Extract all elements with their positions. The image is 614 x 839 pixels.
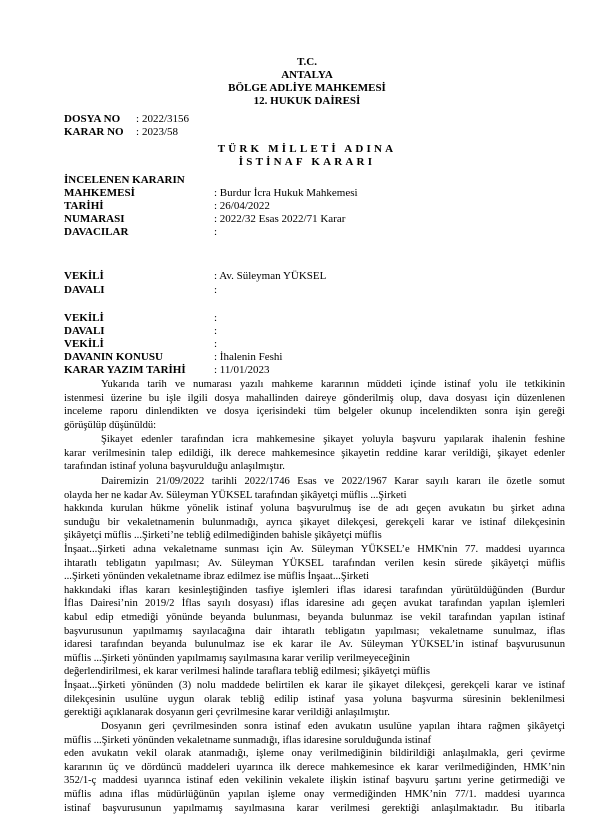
paragraph-3 — [64, 475, 565, 720]
text-line: olayda her ne kadar Av. Süleyman YÜKSEL tarafından şikâyetçi müflis ...Şirketi — [64, 489, 407, 501]
paragraph-1 — [64, 378, 565, 432]
text-line: başvurusunun yapılmamış sayılacağına dair ihtaratlı tebligatın yapılması; vekaletname sunulmaz, iflas — [64, 625, 565, 637]
text-line: kararının üç ve dördüncü maddeleri uyarınca ilk derece mahkemesince ek karar verilmediğinden, HMK’nin — [64, 761, 565, 773]
text-line: dilekçesinin usulüne uygun olarak tebliğ edilip istinaf yasa yoluna başvurma süresinin beklenilmesi — [64, 693, 565, 705]
text-line: müflis ...Şirketi yönünden yapılmamış sayılmasına karar verilip verilmeyeceğinin — [64, 652, 410, 664]
karar-no-sep: : — [136, 126, 140, 138]
text-line: görüşülüp düşünüldü: — [64, 419, 157, 431]
text-line: istinaf başvurusunun yapılmamış sayılmasına karar verilmesi gerektiği anlaşılmaktadır. Bu itibarla — [64, 802, 565, 814]
field-label: DAVALI — [64, 325, 105, 337]
karar-no-value: 2023/58 — [142, 126, 179, 138]
paragraph-4 — [64, 720, 565, 815]
field-label: DAVALI — [64, 284, 105, 296]
text-line: Şikayet edenler tarafından icra mahkemesine şikayet yoluyla başvuru yapılarak ihalenin feshine — [101, 434, 565, 445]
text-line: eden avukatın vekil olarak atanmadığı, işleme onay verilmediğinin bildirildiği anlaşılmakla, geri çevirme — [64, 748, 565, 760]
title-line-1: TÜRK MİLLETİ ADINA — [217, 143, 397, 155]
field-label: MAHKEMESİ — [64, 187, 135, 199]
text-line: istenmesi üzerine bu işle ilgili dosya mahallinden daireye gönderilmiş olup, dava dosyası için düzenlenen — [64, 392, 565, 404]
paragraph-2 — [64, 433, 565, 474]
dosya-no-value: 2022/3156 — [142, 113, 190, 125]
text-line: müflis ...Şirketi yönünden vekaletname sunmadığı, iflas idaresine sorulduğunda istinaf — [64, 734, 432, 746]
text-line: gerektiği açıklanarak dosyanın geri çevrilmesine karar verildiği anlaşılmıştır. — [64, 707, 390, 719]
field-label: NUMARASI — [64, 213, 125, 225]
field-value: : — [214, 312, 218, 324]
field-value: : 26/04/2022 — [214, 200, 270, 212]
field-value: : — [214, 284, 218, 296]
karar-no-label: KARAR NO — [64, 126, 124, 138]
text-line: Yukarıda tarih ve numarası yazılı mahkeme kararının müddeti içinde istinaf yolu ile tetkikinin — [101, 379, 565, 390]
header-chamber: 12. HUKUK DAİRESİ — [253, 95, 361, 107]
field-value: : Burdur İcra Hukuk Mahkemesi — [214, 187, 358, 199]
text-line: şikâyetçi müflis ...Şirketi’ne tebliğ edilmediğinden bahisle şikâyetçi müflis — [64, 530, 382, 542]
field-value: : — [214, 325, 218, 337]
field-value: : — [214, 338, 218, 350]
header-court: BÖLGE ADLİYE MAHKEMESİ — [228, 82, 386, 94]
text-line: Dosyanın geri çevrilmesinden sonra istinaf eden avukatın usulüne yapılan ihtara rağmen şikâyetçi — [101, 721, 565, 732]
text-line: tarafından istinaf yoluna başvurulduğu anlaşılmıştır. — [64, 461, 285, 473]
header-tc: T.C. — [297, 56, 317, 68]
dosya-no-sep: : — [136, 113, 140, 125]
field-label: VEKİLİ — [64, 338, 104, 350]
text-line: karar verilmesinin talep edildiği, ilk derece mahkemesince şikayetin reddine karar verildiği, şikayet edenler — [64, 447, 565, 459]
title-line-2: İSTİNAF KARARI — [238, 156, 376, 168]
field-value: : 11/01/2023 — [214, 364, 270, 376]
text-line: Dairemizin 21/09/2022 tarihli 2022/1746 Esas ve 2022/1967 Karar sayılı kararı ile özetle somut — [101, 476, 565, 487]
dosya-no-label: DOSYA NO — [64, 113, 121, 125]
header-city: ANTALYA — [281, 69, 333, 81]
text-line: değerlendirilmesi, ek karar verilmesi halinde taraflara tebliğ edilmesi; şikâyetçi müflis — [64, 666, 430, 678]
field-value: : İhalenin Feshi — [214, 351, 283, 363]
field-label: DAVANIN KONUSU — [64, 351, 163, 363]
field-label: VEKİLİ — [64, 312, 104, 324]
text-line: İnşaat...Şirketi yönünden (3) nolu maddede belirtilen ek karar ile şikayet dilekçesi, gerekçeli karar ve istinaf — [64, 679, 565, 691]
field-label: TARİHİ — [64, 200, 104, 212]
text-line: idaresi tarafından beyanda bulunulmaz ise ek karar ile Av. Süleyman YÜKSEL’in istinaf başvurusunun — [64, 639, 565, 651]
text-line: müflis adına iflas müdürlüğünün yapılan işleme onay vermediğinden HMK’nin 77/1. maddesi uyarınca — [64, 788, 565, 800]
text-line: İnşaat...Şirketi adına vekaletname sunması için Av. Süleyman YÜKSEL’e HMK'nin 77. maddesi uyarınca — [64, 543, 565, 555]
text-line: inceleme raporu dinlendikten ve dosya içerisindeki tüm belgeler okunup incelendikten sonra işin gereği — [64, 406, 565, 418]
field-label: İNCELENEN KARARIN — [64, 174, 185, 186]
text-line: 352/1-ç maddesi uyarınca istinaf eden vekilinin vekalete ilişkin istinaf başvuru şartını yerine getirmediği ve — [64, 775, 565, 787]
text-line: hakkındaki iflas kararı kesinleştiğinden tasfiye işlemleri iflas idaresi tarafından yürütüldüğünden (Burdur — [64, 584, 565, 596]
field-label: DAVACILAR — [64, 226, 129, 238]
text-line: ...Şirketi yönünden vekaletname ibraz edilmez ise müflis İnşaat...Şirketi — [64, 571, 370, 583]
field-label: KARAR YAZIM TARİHİ — [64, 364, 186, 376]
field-value: : 2022/32 Esas 2022/71 Karar — [214, 213, 346, 225]
text-line: sunduğu bir vekaletnamenin bulunmadığı, ayrıca şikayet dilekçesi, gerekçeli karar ve istinaf dilekçesinin — [64, 516, 565, 528]
text-line: İflas Dairesi’nin 2019/2 İflas sayılı dosyası) iflas idaresine adı geçen avukat tarafından yapılan işlemleri — [64, 598, 565, 610]
field-value: : Av. Süleyman YÜKSEL — [214, 270, 327, 282]
text-line: hakkında kurulan hükme yönelik istinaf yoluna başvurulmuş ise de adı geçen avukatın bu şirket adına — [64, 503, 565, 515]
field-label: VEKİLİ — [64, 270, 104, 282]
text-line: kabul edip etmediği yönünde beyanda bulunması, beyanda bulunmaz ise vekil tarafından yapılan istinaf — [64, 611, 565, 623]
field-value: : — [214, 226, 218, 238]
text-line: ihtaratlı tebligatın yapılması; Av. Süleyman YÜKSEL tarafından verilen kesin sürede şikâyetçi müflis — [64, 557, 565, 569]
